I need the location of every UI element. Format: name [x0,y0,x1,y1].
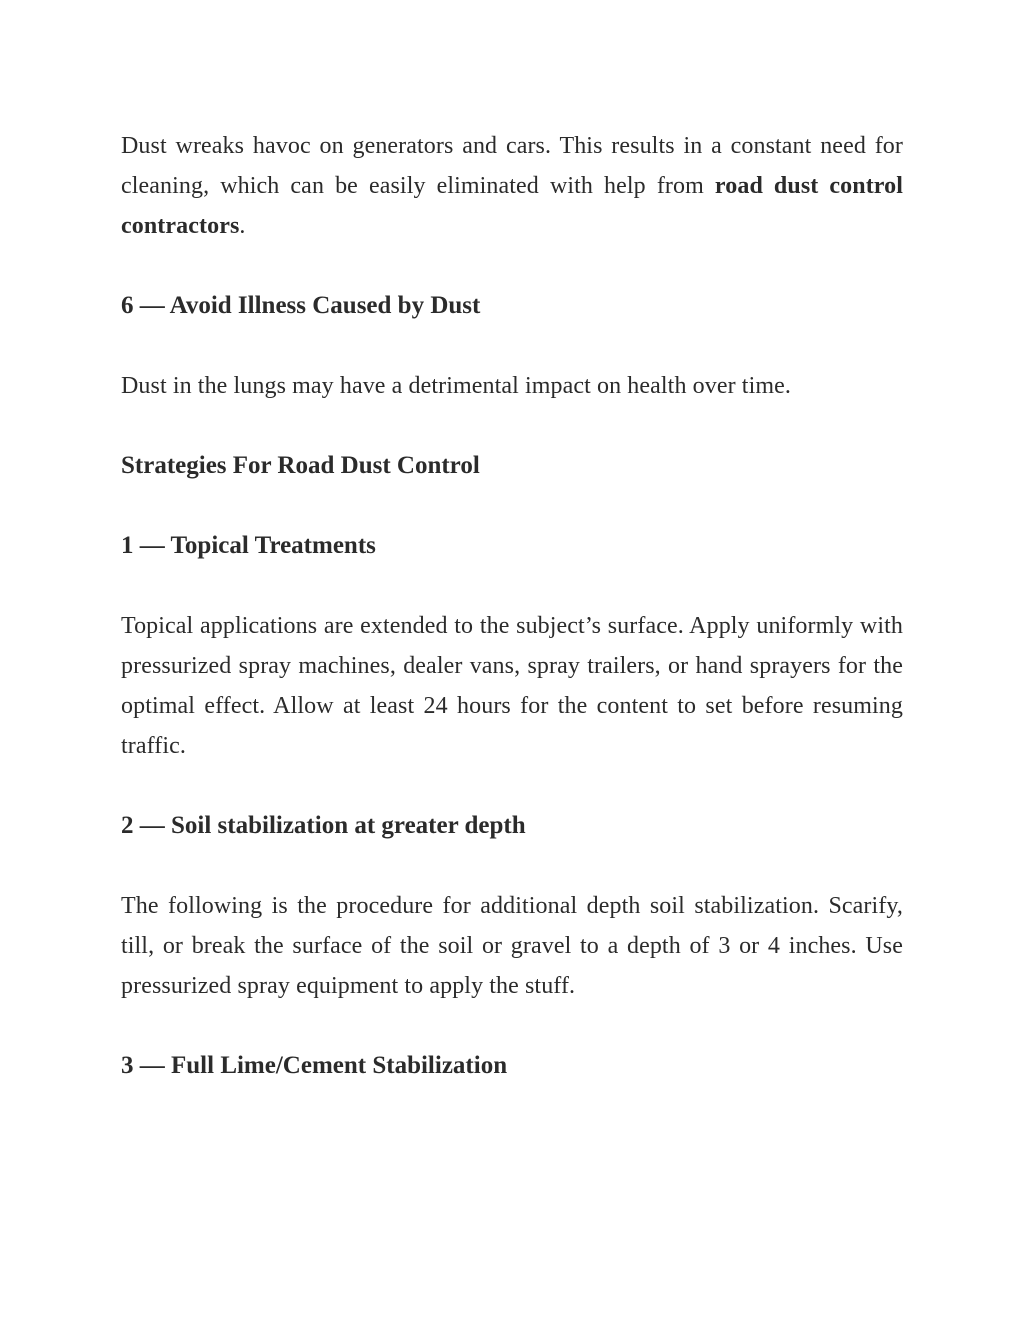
heading-soil-stabilization: 2 — Soil stabilization at greater depth [121,812,526,839]
bold-keyword-contractors: road dust control contractors [121,173,903,239]
paragraph-end-punctuation: . [239,213,246,239]
paragraph-soil-procedure: The following is the procedure for additional depth soil stabilization. Scarify, till, or break the surface of the soil or gravel to a depth of 3 or 4 inches. Use pressurized spray equipment to apply the stuff. [121,893,903,999]
paragraph-topical-applications: Topical applications are extended to the subject’s surface. Apply uniformly with pressurized spray machines, dealer vans, spray trailers, or hand sprayers for the optimal effect. Allow at least 24 hours for the content to set before resuming traffic. [121,613,903,759]
heading-avoid-illness: 6 — Avoid Illness Caused by Dust [121,292,481,319]
document-body [121,126,903,1126]
heading-topical-treatments: 1 — Topical Treatments [121,532,376,559]
heading-strategies: Strategies For Road Dust Control [121,452,480,479]
paragraph-text: Dust wreaks havoc on generators and cars. This results in a constant need for cleaning, which can be easily eliminated with help from [121,133,903,199]
heading-lime-cement: 3 — Full Lime/Cement Stabilization [121,1052,508,1079]
paragraph-dust-havoc [121,126,903,246]
paragraph-dust-lungs: Dust in the lungs may have a detrimental impact on health over time. [121,373,791,399]
